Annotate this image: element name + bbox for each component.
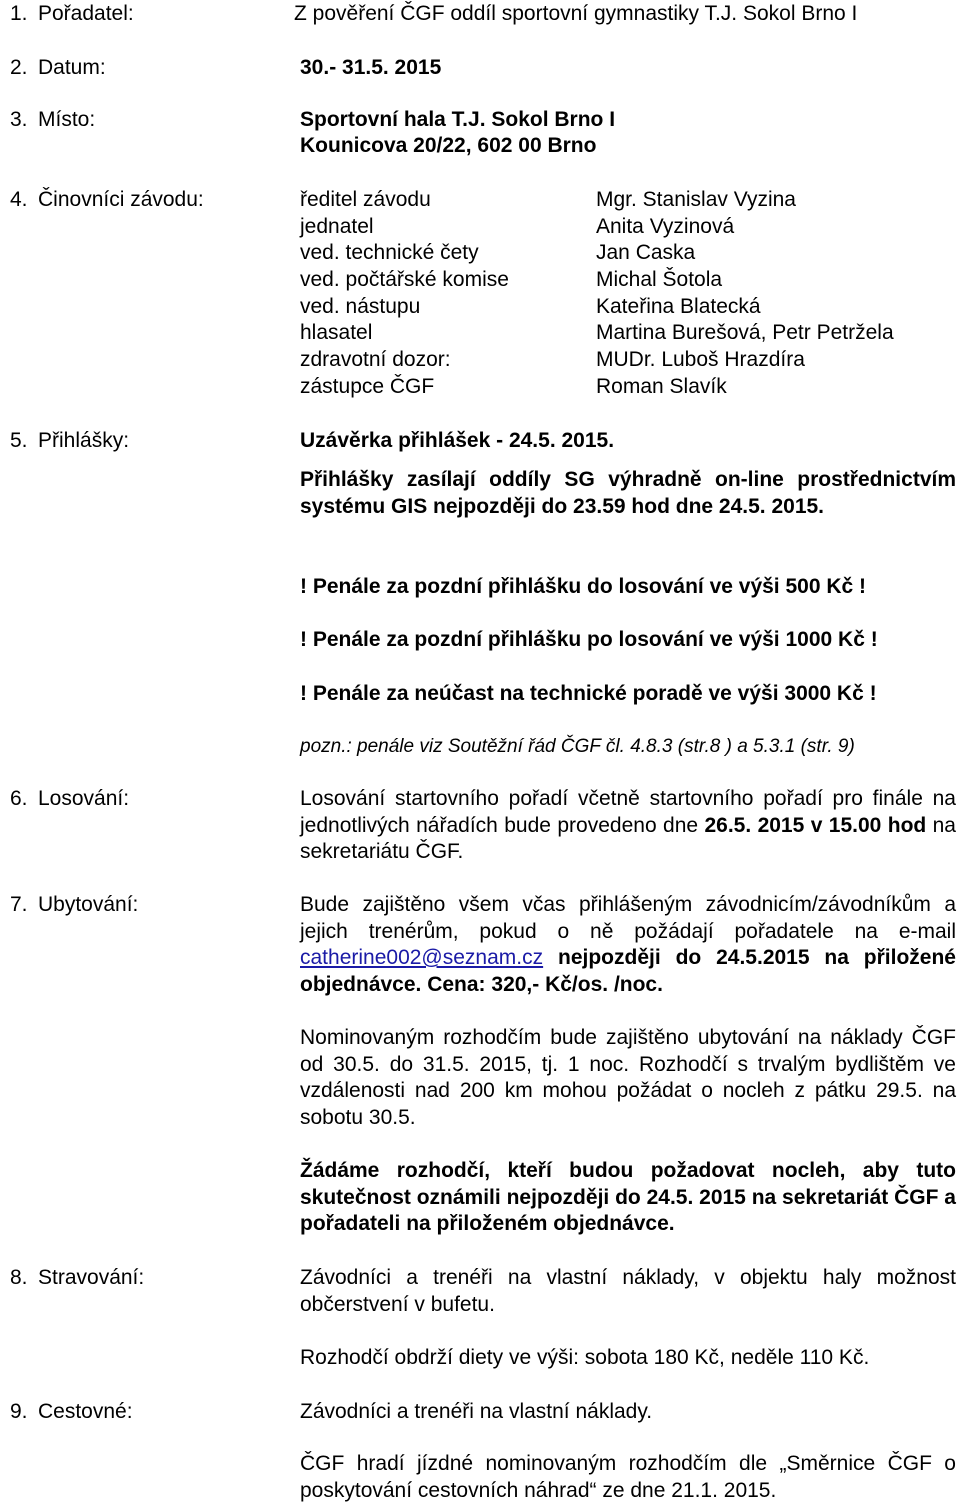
official-name: Kateřina Blatecká <box>596 295 761 318</box>
section-8-label: Stravování: <box>38 1266 145 1289</box>
accommodation-paragraph-3: Žádáme rozhodčí, kteří budou požadovat nocleh, aby tuto skutečnost oznámili nejpozději do 24.5. 2015 na sekretariát ČGF a pořadateli na přiloženém objednávce. <box>300 1159 956 1235</box>
official-name: Michal Šotola <box>596 268 723 291</box>
venue-line-1: Sportovní hala T.J. Sokol Brno I <box>300 108 616 131</box>
section-9-number: 9. <box>10 1400 28 1423</box>
official-role: zástupce ČGF <box>300 375 435 398</box>
catering-paragraph-2: Rozhodčí obdrží diety ve výši: sobota 180 Kč, neděle 110 Kč. <box>300 1346 870 1369</box>
section-4-label: Činovníci závodu: <box>38 188 204 211</box>
section-2-label: Datum: <box>38 56 106 79</box>
section-1-number: 1. <box>10 2 28 25</box>
official-role: hlasatel <box>300 321 373 344</box>
draw-text: Losování startovního pořadí včetně startovního pořadí pro finále na jednotlivých nářadích bude provedeno dne <box>300 787 956 837</box>
draw-paragraph <box>300 786 956 866</box>
accommodation-text: Bude zajištěno všem včas přihlášeným závodnicím/závodníkům a jejich trenérům, pokud o ně požádají pořadatele na e-mail <box>300 893 956 943</box>
section-2-number: 2. <box>10 56 28 79</box>
accommodation-paragraph-2: Nominovaným rozhodčím bude zajištěno ubytování na náklady ČGF od 30.5. do 31.5. 2015, tj. 1 noc. Rozhodčí s trvalým bydlištěm ve vzdálenosti nad 200 km mohou požádat o nocleh z pátku 29.5. na sobotu 30.5. <box>300 1026 956 1129</box>
official-name: Martina Burešová, Petr Petržela <box>596 321 894 344</box>
accommodation-deadline: nejpozději do 24.5.2015 na přiložené objednávce. Cena: 320,- Kč/os. /noc. <box>300 946 956 996</box>
accommodation-paragraph-1 <box>300 892 956 998</box>
official-role: jednatel <box>300 215 374 238</box>
date-value: 30.- 31.5. 2015 <box>300 56 442 79</box>
official-role: ved. nástupu <box>300 295 421 318</box>
official-role: zdravotní dozor: <box>300 348 451 371</box>
catering-paragraph-1: Závodníci a trenéři na vlastní náklady, v objektu haly možnost občerstvení v bufetu. <box>300 1266 956 1316</box>
official-name: Roman Slavík <box>596 375 727 398</box>
section-3-label: Místo: <box>38 108 96 131</box>
penalty-note: pozn.: penále viz Soutěžní řád ČGF čl. 4.8.3 (str.8 ) a 5.3.1 (str. 9) <box>300 736 855 757</box>
section-1-label: Pořadatel: <box>38 2 134 25</box>
penalty-1: ! Penále za pozdní přihlášku do losování ve výši 500 Kč ! <box>300 575 867 598</box>
organizer-value: Z pověření ČGF oddíl sportovní gymnastiky T.J. Sokol Brno I <box>294 2 858 25</box>
official-name: MUDr. Luboš Hrazdíra <box>596 348 805 371</box>
draw-place: na sekretariátu ČGF. <box>300 813 956 863</box>
penalty-3: ! Penále za neúčast na technické poradě ve výši 3000 Kč ! <box>300 682 877 705</box>
section-3-number: 3. <box>10 108 28 131</box>
section-8-number: 8. <box>10 1266 28 1289</box>
section-7-label: Ubytování: <box>38 893 139 916</box>
email-link[interactable]: catherine002@seznam.cz <box>300 946 544 969</box>
section-4-number: 4. <box>10 188 28 211</box>
draw-datetime: 26.5. 2015 v 15.00 hod <box>704 813 927 837</box>
section-7-number: 7. <box>10 893 28 916</box>
official-name: Mgr. Stanislav Vyzina <box>596 188 796 211</box>
section-5-label: Přihlášky: <box>38 429 130 452</box>
official-role: ředitel závodu <box>300 188 431 211</box>
official-name: Jan Caska <box>596 241 696 264</box>
registration-paragraph: Přihlášky zasílají oddíly SG výhradně on-line prostřednictvím systému GIS nejpozději do 23.59 hod dne 24.5. 2015. <box>300 468 956 518</box>
official-role: ved. technické čety <box>300 241 479 264</box>
penalty-2: ! Penále za pozdní přihlášku po losování ve výši 1000 Kč ! <box>300 628 878 651</box>
official-role: ved. počtářské komise <box>300 268 509 291</box>
official-name: Anita Vyzinová <box>596 215 735 238</box>
section-6-label: Losování: <box>38 787 130 810</box>
registration-deadline: Uzávěrka přihlášek - 24.5. 2015. <box>300 429 615 452</box>
venue-line-2: Kounicova 20/22, 602 00 Brno <box>300 134 597 157</box>
travel-paragraph-1: Závodníci a trenéři na vlastní náklady. <box>300 1400 653 1423</box>
section-5-number: 5. <box>10 429 28 452</box>
travel-paragraph-2: ČGF hradí jízdné nominovaným rozhodčím dle „Směrnice ČGF o poskytování cestovních náhrad“ ze dne 21.1. 2015. <box>300 1452 956 1502</box>
section-9-label: Cestovné: <box>38 1400 133 1423</box>
section-6-number: 6. <box>10 787 28 810</box>
